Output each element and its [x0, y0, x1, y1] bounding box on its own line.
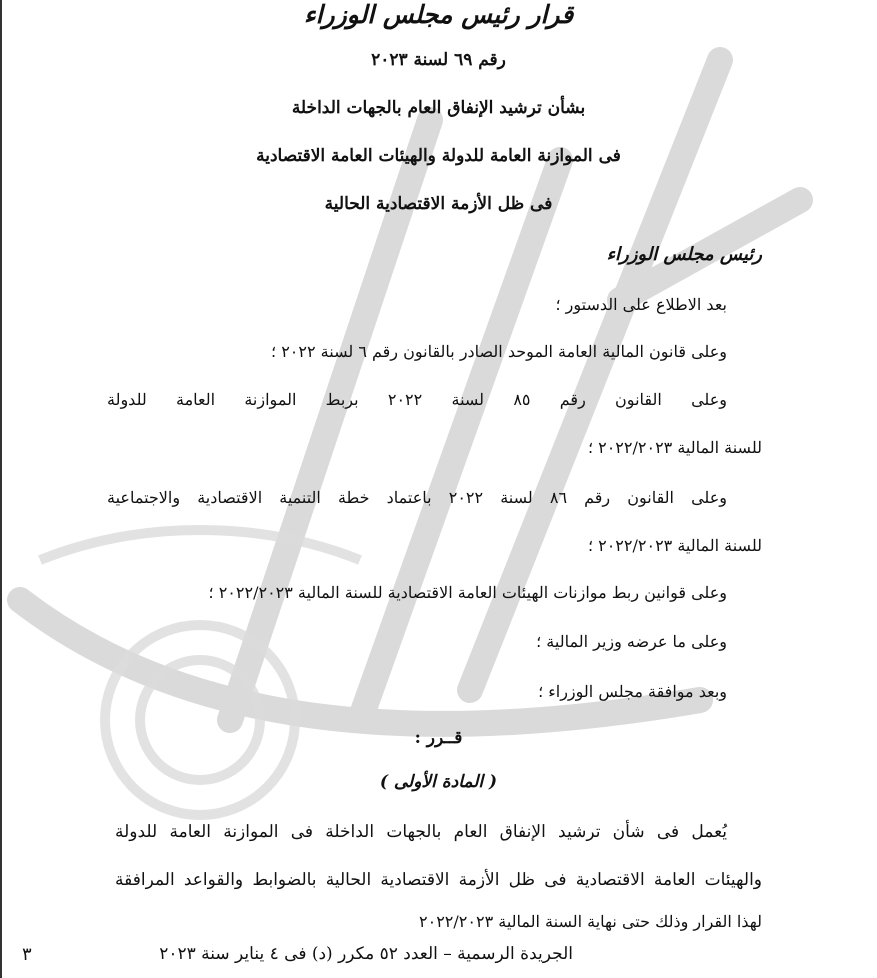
preamble-line: للسنة المالية ٢٠٢٢/٢٠٢٣ ؛ — [587, 438, 762, 457]
page-number: ٣ — [22, 944, 32, 965]
preamble-line: وعلى ما عرضه وزير المالية ؛ — [536, 632, 727, 651]
decree-title: قرار رئيس مجلس الوزراء — [303, 0, 574, 29]
decree-subject-line-3: فى ظل الأزمة الاقتصادية الحالية — [324, 194, 553, 214]
preamble-line: وعلى القانون رقم ٨٥ لسنة ٢٠٢٢ بربط الموازنة العامة للدولة — [107, 390, 727, 409]
article-body-line: يُعمل فى شأن ترشيد الإنفاق العام بالجهات الداخلة فى الموازنة العامة للدولة — [115, 822, 727, 842]
decided-heading: قــرر : — [414, 728, 463, 748]
issuer-heading: رئيس مجلس الوزراء — [606, 244, 762, 265]
decree-number: رقم ٦٩ لسنة ٢٠٢٣ — [371, 50, 506, 70]
preamble-line: وعلى قانون المالية العامة الموحد الصادر بالقانون رقم ٦ لسنة ٢٠٢٢ ؛ — [271, 342, 727, 361]
preamble-line: وبعد موافقة مجلس الوزراء ؛ — [538, 682, 727, 701]
preamble-line: وعلى القانون رقم ٨٦ لسنة ٢٠٢٢ باعتماد خطة التنمية الاقتصادية والاجتماعية — [107, 488, 728, 507]
article-body-line: لهذا القرار وذلك حتى نهاية السنة المالية ٢٠٢٢/٢٠٢٣ — [419, 912, 762, 931]
decree-subject-line-1: بشأن ترشيد الإنفاق العام بالجهات الداخلة — [291, 98, 586, 118]
preamble-line: للسنة المالية ٢٠٢٢/٢٠٢٣ ؛ — [587, 536, 762, 555]
gazette-footer: الجريدة الرسمية – العدد ٥٢ مكرر (د) فى ٤ يناير سنة ٢٠٢٣ — [159, 944, 573, 964]
preamble-line: وعلى قوانين ربط موازنات الهيئات العامة الاقتصادية للسنة المالية ٢٠٢٢/٢٠٢٣ ؛ — [208, 583, 727, 602]
article-title: ( المادة الأولى ) — [379, 772, 498, 792]
decree-subject-line-2: فى الموازنة العامة للدولة والهيئات العامة الاقتصادية — [256, 146, 621, 166]
preamble-line: بعد الاطلاع على الدستور ؛ — [555, 295, 727, 314]
article-body-line: والهيئات العامة الاقتصادية فى ظل الأزمة الاقتصادية الحالية بالضوابط والقواعد المرافقة — [115, 870, 762, 890]
